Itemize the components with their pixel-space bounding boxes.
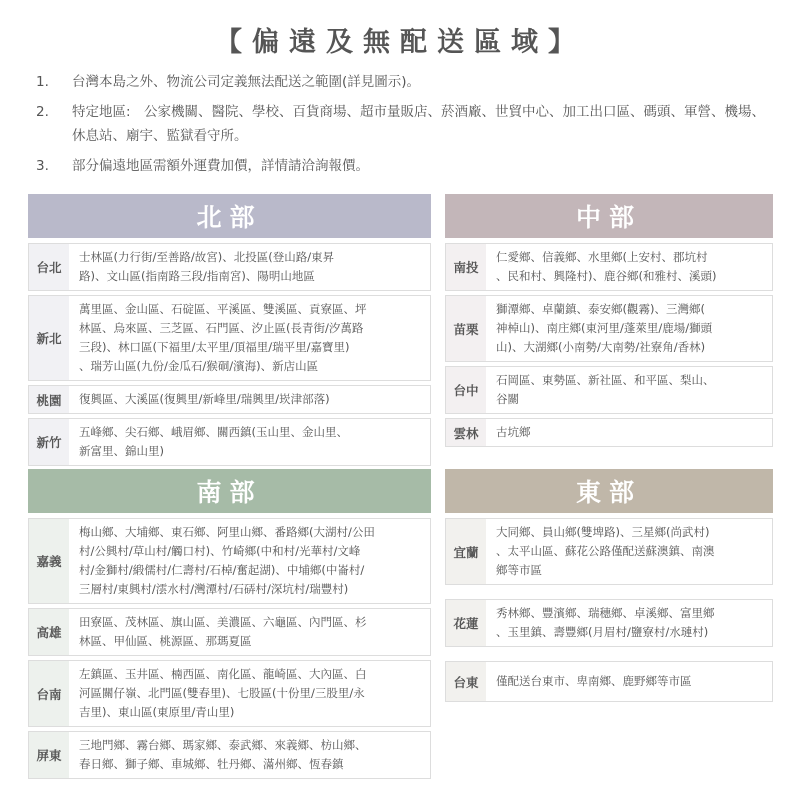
note-number: 2. (36, 104, 49, 120)
region-label: 新竹 (29, 419, 69, 465)
note-item (36, 70, 776, 94)
region-label: 屏東 (29, 732, 69, 778)
region-label: 南投 (446, 244, 486, 290)
region-label: 台北 (29, 244, 69, 290)
region-areas: 三地門鄉、霧台鄉、瑪家鄉、泰武鄉、來義鄉、枋山鄉、 春日鄉、獅子鄉、車城鄉、牡丹鄉、滿州鄉、恆春鎮 (79, 738, 367, 771)
region-row (28, 385, 431, 414)
region-row (28, 518, 431, 604)
note-item (36, 100, 776, 148)
region-label: 桃園 (29, 386, 69, 413)
section-header-central: 中部 (445, 194, 773, 238)
section-header-north: 北部 (28, 194, 431, 238)
note-number: 1. (36, 74, 49, 90)
region-row (445, 599, 773, 647)
region-row (28, 295, 431, 381)
region-areas: 石岡區、東勢區、新社區、和平區、梨山、 谷關 (496, 373, 715, 406)
region-label: 新北 (29, 296, 69, 380)
note-text: 台灣本島之外、物流公司定義無法配送之範圍(詳見圖示)。 (72, 74, 421, 90)
region-areas: 萬里區、金山區、石碇區、平溪區、雙溪區、貢寮區、坪 林區、烏來區、三芝區、石門區、汐止區(長青街/汐萬路 三段)、林口區(下福里/太平里/頂福里/瑞平里/嘉寶里) 、瑞芳山區(九份/金瓜石/猴硐/濱海)、新店山區 (79, 302, 367, 373)
region-label: 宜蘭 (446, 519, 486, 584)
section-rows-south (28, 518, 431, 783)
region-areas: 秀林鄉、豐濱鄉、瑞穗鄉、卓溪鄉、富里鄉 、玉里鎮、壽豐鄉(月眉村/鹽寮村/水璉村) (496, 606, 715, 639)
note-item (36, 154, 776, 178)
page-title: 【偏遠及無配送區域】 (215, 27, 585, 58)
region-row (445, 295, 773, 362)
note-text: 部分偏遠地區需額外運費加價，詳情請洽詢報價。 (72, 158, 369, 174)
region-areas: 復興區、大溪區(復興里/新峰里/瑞興里/崁津部落) (79, 392, 330, 406)
notes-list (36, 70, 776, 184)
region-label: 台東 (446, 662, 486, 701)
region-row (28, 731, 431, 779)
section-rows-north (28, 243, 431, 470)
region-areas: 梅山鄉、大埔鄉、東石鄉、阿里山鄉、番路鄉(大湖村/公田 村/公興村/草山村/觸口村)、竹崎鄉(中和村/光華村/文峰 村/金獅村/緞儒村/仁壽村/石棹/奮起湖)、中埔鄉(中崙村/ 三層村/東興村/澐水村/灣潭村/石硦村/深坑村/瑞豐村) (79, 525, 375, 596)
region-row (445, 661, 773, 702)
region-areas: 僅配送台東市、卑南鄉、鹿野鄉等市區 (496, 674, 692, 688)
region-row (445, 518, 773, 585)
region-label: 台南 (29, 661, 69, 726)
note-text: 特定地區: 公家機關、醫院、學校、百貨商場、超市量販店、菸酒廠、世貿中心、加工出口區、碼頭、軍營、機場、休息站、廟宇、監獄看守所。 (72, 104, 766, 144)
region-areas: 大同鄉、員山鄉(雙埤路)、三星鄉(尚武村) 、太平山區、蘇花公路僅配送蘇澳鎮、南澳 鄉等市區 (496, 525, 715, 577)
region-row (28, 608, 431, 656)
region-areas: 仁愛鄉、信義鄉、水里鄉(上安村、郡坑村 、民和村、興隆村)、鹿谷鄉(和雅村、溪頭) (496, 250, 717, 283)
region-row (28, 418, 431, 466)
region-label: 高雄 (29, 609, 69, 655)
region-row (445, 418, 773, 447)
region-label: 台中 (446, 367, 486, 413)
region-label: 花蓮 (446, 600, 486, 646)
region-areas: 古坑鄉 (496, 425, 531, 439)
region-label: 雲林 (446, 419, 486, 446)
section-rows-east (445, 518, 773, 706)
region-areas: 五峰鄉、尖石鄉、峨眉鄉、關西鎮(玉山里、金山里、 新富里、錦山里) (79, 425, 348, 458)
region-row (28, 243, 431, 291)
region-row (28, 660, 431, 727)
region-row (445, 243, 773, 291)
region-areas: 士林區(力行街/至善路/故宮)、北投區(登山路/東昇 路)、文山區(指南路三段/指南宮)、陽明山地區 (79, 250, 335, 283)
region-areas: 田寮區、茂林區、旗山區、美濃區、六龜區、內門區、杉 林區、甲仙區、桃源區、那瑪夏區 (79, 615, 367, 648)
section-rows-central (445, 243, 773, 451)
region-label: 嘉義 (29, 519, 69, 603)
region-row (445, 366, 773, 414)
region-areas: 獅潭鄉、卓蘭鎮、泰安鄉(觀霧)、三灣鄉( 神棹山)、南庄鄉(東河里/蓬萊里/鹿場/獅頭 山)、大湖鄉(小南勢/大南勢/社寮角/香林) (496, 302, 713, 354)
region-areas: 左鎮區、玉井區、楠西區、南化區、龍崎區、大內區、白 河區關仔嶺、北門區(雙春里)、七股區(十份里/三股里/永 吉里)、東山區(東原里/青山里) (79, 667, 367, 719)
section-header-south: 南部 (28, 469, 431, 513)
region-label: 苗栗 (446, 296, 486, 361)
note-number: 3. (36, 158, 49, 174)
section-header-east: 東部 (445, 469, 773, 513)
